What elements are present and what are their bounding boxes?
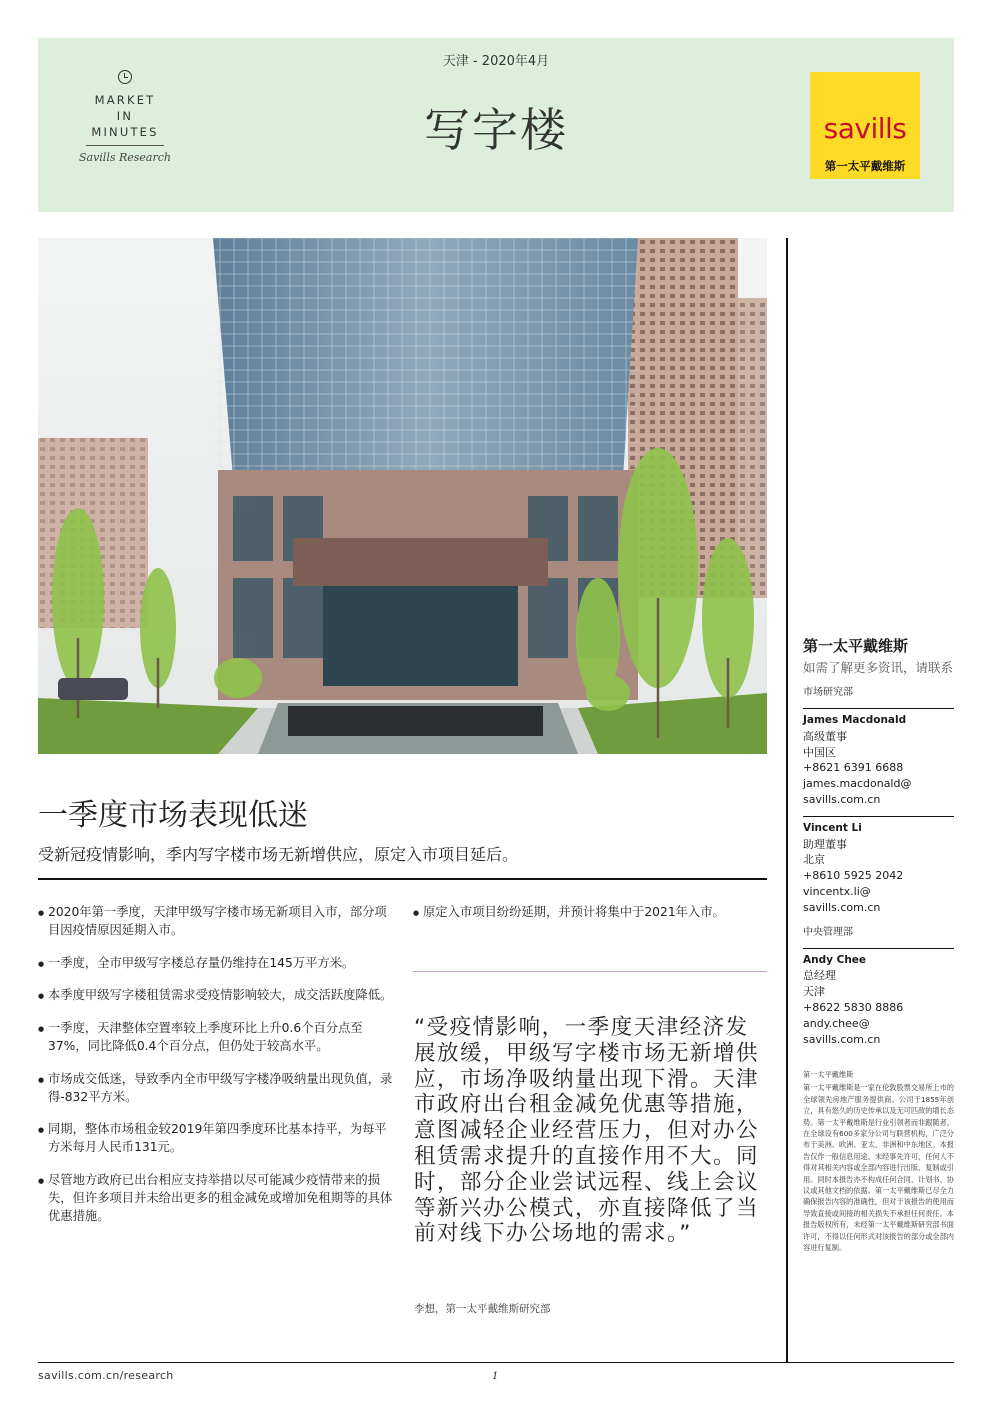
pull-quote: “受疫情影响，一季度天津经济发展放缓，甲级写字楼市场无新增供应，市场净吸纳量出现下滑。天津市政府出台租金减免优惠等措施，意图减轻企业经营压力，但对办公租赁需求提升的直接作用不大。同时，部分企业尝试远程、线上会议等新兴办公模式，亦直接降低了当前对线下办公场地的需求。” bbox=[414, 1015, 760, 1247]
contact-email[interactable]: andy.chee@ bbox=[803, 1016, 870, 1030]
list-item: ● 尽管地方政府已出台相应支持举措以尽可能减少疫情带来的损失，但许多项目并未给出更多的租金减免或增加免租期等的具体优惠措施。 bbox=[38, 1172, 398, 1225]
footer-rule bbox=[38, 1362, 954, 1363]
page-title: 写字楼 bbox=[424, 103, 568, 157]
contact-email-domain[interactable]: savills.com.cn bbox=[803, 900, 881, 914]
office-building-photo bbox=[38, 238, 767, 754]
contact-role: 总经理 bbox=[803, 969, 836, 983]
disclaimer-title: 第一太平戴维斯 bbox=[803, 1070, 854, 1080]
logo-brand-cn: 第一太平戴维斯 bbox=[824, 159, 906, 173]
contact-email-domain[interactable]: savills.com.cn bbox=[803, 792, 881, 806]
contact-name: Andy Chee bbox=[803, 953, 867, 966]
list-item: ● 本季度甲级写字楼租赁需求受疫情影响较大，成交活跃度降低。 bbox=[38, 987, 398, 1005]
sidebar-rule bbox=[803, 708, 954, 709]
contact-role: 高级董事 bbox=[803, 729, 847, 743]
contact-phone: +8622 5830 8886 bbox=[803, 1000, 904, 1014]
contact-card bbox=[803, 953, 954, 1048]
contact-email[interactable]: james.macdonald@ bbox=[803, 777, 912, 791]
mim-line-2: IN bbox=[116, 109, 134, 123]
mim-line-3: MINUTES bbox=[91, 125, 159, 139]
footer-url-link[interactable]: savills.com.cn/research bbox=[38, 1369, 174, 1382]
contact-phone: +8621 6391 6688 bbox=[803, 761, 904, 775]
quote-divider bbox=[413, 971, 767, 972]
sidebar-subtitle: 如需了解更多资讯，请联系 bbox=[803, 660, 954, 675]
quote-attribution: 李想，第一太平戴维斯研究部 bbox=[414, 1303, 551, 1315]
contact-name: Vincent Li bbox=[803, 821, 862, 834]
list-item: ● 原定入市项目纷纷延期，并预计将集中于2021年入市。 bbox=[413, 904, 768, 922]
logo-brand-text: savills bbox=[823, 112, 907, 145]
savills-research-label: Savills Research bbox=[78, 151, 171, 164]
department-management: 中央管理部 bbox=[803, 926, 853, 938]
sidebar-rule bbox=[803, 948, 954, 949]
list-item: ● 一季度，天津整体空置率较上季度环比上升0.6个百分点至37%，同比降低0.4个百分点，但仍处于较高水平。 bbox=[38, 1020, 398, 1056]
article-subhead: 受新冠疫情影响，季内写字楼市场无新增供应，原定入市项目延后。 bbox=[38, 845, 519, 864]
key-points-right bbox=[413, 904, 768, 937]
list-item: ● 一季度，全市甲级写字楼总存量仍维持在145万平方米。 bbox=[38, 955, 398, 973]
mim-line-1: MARKET bbox=[94, 93, 156, 107]
list-item: ● 市场成交低迷，导致季内全市甲级写字楼净吸纳量出现负值，录得-832平方米。 bbox=[38, 1071, 398, 1107]
clock-icon bbox=[118, 70, 132, 84]
building-illustration bbox=[38, 238, 767, 754]
contact-sidebar bbox=[803, 636, 954, 1253]
contact-role: 助理董事 bbox=[803, 837, 847, 851]
contact-card bbox=[803, 821, 954, 916]
disclaimer-text: 第一太平戴维斯是一家在伦敦股票交易所上市的全球领先房地产服务提供商。公司于1855年创立，具有悠久的历史传承以及无可匹敌的增长态势。第一太平戴维斯是行业引领者而非跟随者，在全球设有600多家分公司与联营机构，广泛分布于美洲、欧洲、亚太、非洲和中东地区。本报告仅作一般信息用途。未经事先许可，任何人不得对其相关内容或全部内容进行出版、复制或引用。同时本报告亦不构成任何合同、计划书、协议或其他文档的依据。第一太平戴维斯已尽全力确保报告内容的准确性，但对于该报告的使用而导致直接或间接的相关损失不承担任何责任。本报告版权所有，未经第一太平戴维斯研究部书面许可，不得以任何形式对该报告的部分或全部内容进行复制。 bbox=[803, 1083, 954, 1253]
dateline: 天津 - 2020年4月 bbox=[442, 54, 550, 69]
page-number: 1 bbox=[492, 1371, 499, 1382]
contact-region: 北京 bbox=[803, 853, 825, 867]
contact-name: James Macdonald bbox=[803, 714, 907, 726]
department-research: 市场研究部 bbox=[803, 687, 853, 698]
contact-email[interactable]: vincentx.li@ bbox=[803, 884, 871, 898]
sidebar-divider bbox=[786, 238, 788, 1362]
list-item: ● 2020年第一季度，天津甲级写字楼市场无新项目入市，部分项目因疫情原因延期入市。 bbox=[38, 904, 398, 940]
contact-email-domain[interactable]: savills.com.cn bbox=[803, 1032, 881, 1046]
contact-region: 天津 bbox=[803, 985, 825, 999]
header-band bbox=[38, 38, 954, 212]
contact-phone: +8610 5925 2042 bbox=[803, 869, 904, 883]
savills-logo bbox=[810, 72, 920, 179]
contact-region: 中国区 bbox=[803, 745, 836, 759]
content-rule bbox=[38, 878, 767, 880]
sidebar-title: 第一太平戴维斯 bbox=[803, 637, 909, 655]
list-item: ● 同期，整体市场租金较2019年第四季度环比基本持平，为每平方米每月人民币131元。 bbox=[38, 1121, 398, 1157]
sidebar-rule bbox=[803, 816, 954, 817]
article-headline: 一季度市场表现低迷 bbox=[38, 798, 308, 833]
key-points-left bbox=[38, 904, 398, 1240]
contact-card bbox=[803, 713, 954, 808]
